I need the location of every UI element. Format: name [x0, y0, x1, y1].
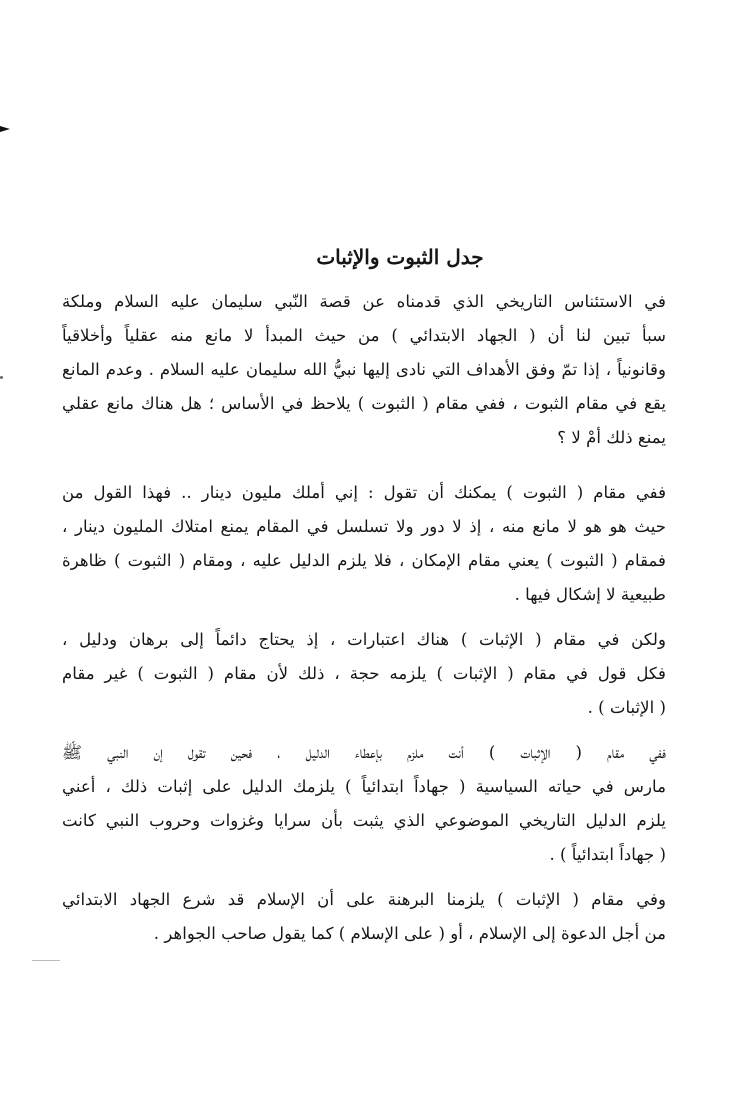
paragraph-2 [62, 476, 666, 612]
paragraph-line: وفي مقام ( الإثبات ) يلزمنا البرهنة على أن الإسلام قد شرع الجهاد الابتدائي [62, 890, 666, 909]
paragraph-line: مارس في حياته السياسية ( جهاداً ابتدائياً ) يلزمك الدليل على إثبات ذلك ، أعني [62, 777, 666, 796]
paragraph-line: يلزم الدليل التاريخي الموضوعي الذي يثبت بأن سرايا وغزوات وحروب النبي كانت [62, 811, 666, 830]
paragraph-3 [62, 623, 666, 725]
paragraph-line: في الاستئناس التاريخي الذي قدمناه عن قصة النّبي سليمان عليه السلام وملكة [62, 292, 666, 311]
section-title: جدل الثبوت والإثبات [316, 245, 484, 269]
paragraph-line: يمنع ذلك أمْ لا ؟ [557, 428, 666, 447]
paragraph-line: حيث هو هو لا مانع منه ، إذ لا دور ولا تسلسل في المقام يمنع امتلاك المليون دينار ، [62, 517, 666, 536]
paragraph-line: من أجل الدعوة إلى الإسلام ، أو ( على الإسلام ) كما يقول صاحب الجواهر . [153, 924, 666, 943]
paragraph-line: فكل قول في مقام ( الإثبات ) يلزمه حجة ، ذلك لأن مقام ( الثبوت ) غير مقام [62, 664, 666, 683]
paragraph-4 [62, 736, 666, 872]
paragraph-line: ( جهاداً ابتدائياً ) . [549, 845, 666, 864]
margin-arrow-mark [0, 126, 10, 132]
paragraph-line: ولكن في مقام ( الإثبات ) هناك اعتبارات ، إذ يحتاج دائماً إلى برهان ودليل ، [62, 630, 666, 649]
paragraph-line: سبأ تبين لنا أن ( الجهاد الابتدائي ) من حيث المبدأ لا مانع منه عقلياً وأخلاقياً [62, 326, 666, 345]
paragraph-line: طبيعية لا إشكال فيها . [514, 585, 666, 604]
paragraph-line: ففي مقام ( الإثبات ) أنت ملزم بإعطاء الدليل ، فحين تقول إن النبي ﷺ [62, 743, 666, 762]
paragraph-1 [62, 285, 666, 455]
paragraph-line: وقانونياً ، إذا تمّ وفق الأهداف التي نادى إليها نبيُّ الله سليمان عليه السلام . وعدم المانع [62, 360, 666, 379]
paragraph-line: ( الإثبات ) . [587, 698, 666, 717]
paragraph-5 [62, 883, 666, 951]
margin-dash [32, 960, 60, 961]
margin-dot [0, 376, 3, 379]
paragraph-line: يقع في مقام الثبوت ، ففي مقام ( الثبوت ) يلاحظ في الأساس ؛ هل هناك مانع عقلي [62, 394, 666, 413]
paragraph-line: ففي مقام ( الثبوت ) يمكنك أن تقول : إني أملك مليون دينار .. فهذا القول من [62, 483, 666, 502]
paragraph-line: فمقام ( الثبوت ) يعني مقام الإمكان ، فلا يلزم الدليل عليه ، ومقام ( الثبوت ) ظاهرة [62, 551, 666, 570]
